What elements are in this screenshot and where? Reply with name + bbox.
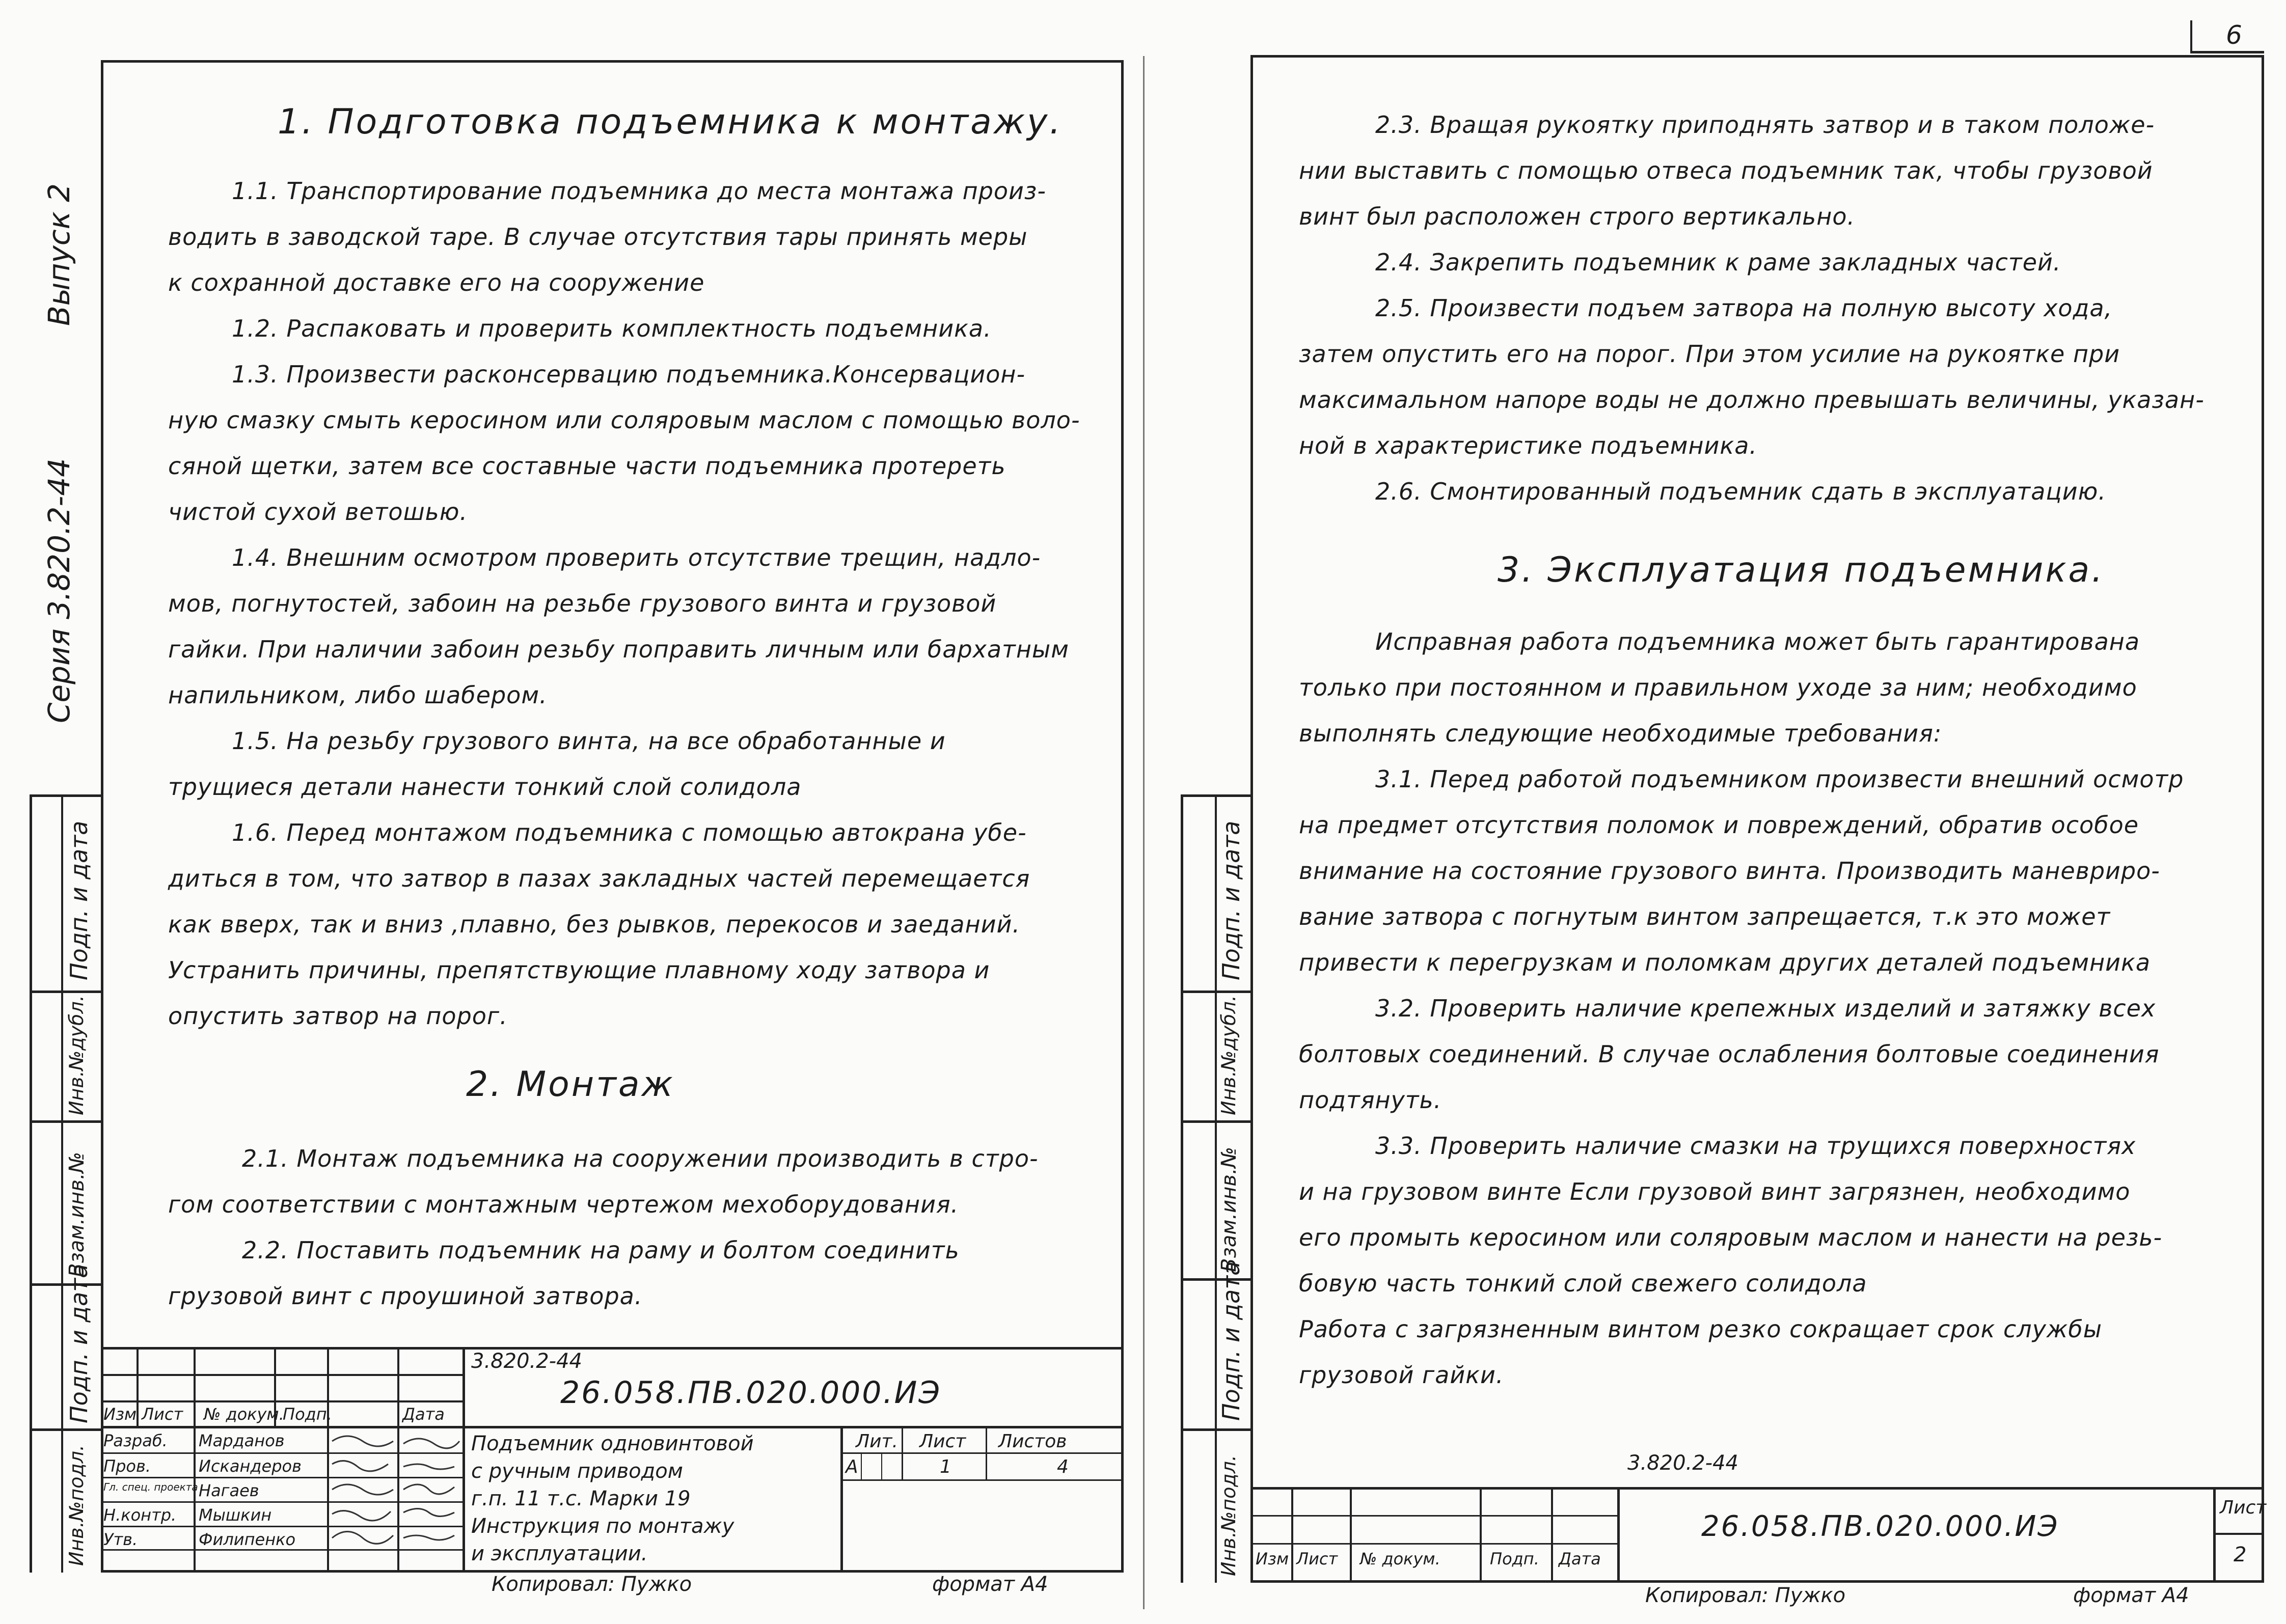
- left-strip-border: [30, 794, 32, 1573]
- text-line: 1.1. Транспортирование подъемника до места монтажа произ-: [232, 177, 1046, 205]
- text-line: гайки. При наличии забоин резьбу поправить личным или бархатным: [168, 636, 1069, 663]
- lit-label: Лит.: [856, 1431, 898, 1452]
- text-line: болтовых соединений. В случае ослабления болтовые соединения: [1299, 1040, 2160, 1068]
- text-line: привести к перегрузкам и поломкам других деталей подъемника: [1299, 949, 2151, 976]
- strip-label: Подп. и дата: [1217, 1261, 1245, 1421]
- text-line: как вверх, так и вниз ,плавно, без рывков, перекосов и заеданий.: [168, 911, 1021, 938]
- text-line: 1.3. Произвести расконсервацию подъемника.Консервацион-: [232, 361, 1026, 388]
- col-list: Лист: [142, 1405, 183, 1424]
- text-line: 1.6. Перед монтажом подъемника с помощью автокрана убе-: [232, 819, 1027, 846]
- text-line: чистой сухой ветошью.: [168, 498, 468, 526]
- text-line: Работа с загрязненным винтом резко сокращает срок службы: [1299, 1315, 2103, 1343]
- text-line: опустить затвор на порог.: [168, 1002, 508, 1030]
- text-line: 3.2. Проверить наличие крепежных изделий и затяжку всех: [1375, 995, 2156, 1022]
- text-line: гом соответствии с монтажным чертежом мехоборудования.: [168, 1191, 959, 1218]
- text-line: затем опустить его на порог. При этом усилие на рукоятке при: [1299, 340, 2120, 368]
- text-line: сяной щетки, затем все составные части подъемника протереть: [168, 452, 1006, 480]
- col-podp: Подп.: [283, 1405, 332, 1424]
- section-heading: 1. Подготовка подъемника к монтажу.: [278, 102, 1063, 142]
- text-line: внимание на состояние грузового винта. Производить маневриро-: [1299, 857, 2160, 885]
- col-podp: Подп.: [1490, 1549, 1539, 1568]
- signatures: [327, 1428, 462, 1551]
- text-line: на предмет отсутствия поломок и повреждений, обратив особое: [1299, 811, 2139, 839]
- strip-label: Инв.№дубл.: [1217, 995, 1240, 1115]
- text-line: грузовой винт с проушиной затвора.: [168, 1282, 643, 1310]
- strip-label: Инв.№подл.: [65, 1444, 88, 1566]
- col-data: Дата: [402, 1405, 445, 1424]
- text-line: Устранить причины, препятствующие плавному ходу затвора и: [168, 956, 990, 984]
- role: Пров.: [103, 1456, 151, 1476]
- strip-label: Инв.№подл.: [1217, 1454, 1240, 1576]
- section-heading: 3. Эксплуатация подъемника.: [1498, 550, 2105, 590]
- stamp-title-line: г.п. 11 т.с. Марки 19: [471, 1487, 691, 1510]
- list-value: 2: [2234, 1543, 2247, 1566]
- stamp-title-line: Подъемник одновинтовой: [471, 1432, 754, 1455]
- stamp-series-code: 3.820.2-44: [1627, 1451, 1739, 1475]
- stamp-doc-code: 26.058.ПВ.020.000.ИЭ: [560, 1375, 942, 1411]
- footer-copied: Копировал: Пужко: [492, 1573, 692, 1596]
- text-line: максимальном напоре воды не должно превышать величины, указан-: [1299, 386, 2205, 414]
- lit-value: А: [846, 1456, 858, 1477]
- strip-label: Подп. и дата: [1217, 820, 1245, 980]
- series-label-vypusk: Выпуск 2: [42, 183, 76, 326]
- text-line: 2.3. Вращая рукоятку приподнять затвор и в таком положе-: [1375, 111, 2155, 139]
- stamp-title-line: и эксплуатации.: [471, 1542, 648, 1565]
- text-line: к сохранной доставке его на сооружение: [168, 269, 705, 296]
- page-divider: [1143, 56, 1145, 1609]
- text-line: 1.4. Внешним осмотром проверить отсутствие трещин, надло-: [232, 544, 1041, 571]
- strip-label: Подп. и дата: [65, 820, 93, 980]
- text-line: ной в характеристике подъемника.: [1299, 432, 1758, 459]
- text-line: 2.5. Произвести подъем затвора на полную высоту хода,: [1375, 294, 2113, 322]
- stamp-title-line: с ручным приводом: [471, 1460, 683, 1483]
- text-line: 2.1. Монтаж подъемника на сооружении производить в стро-: [242, 1145, 1039, 1172]
- listov-value: 4: [1057, 1456, 1069, 1477]
- text-line: водить в заводской таре. В случае отсутствия тары принять меры: [168, 223, 1028, 251]
- col-doc: № докум.: [1360, 1549, 1440, 1568]
- text-line: 3.3. Проверить наличие смазки на трущихся поверхностях: [1375, 1132, 2136, 1160]
- text-line: Исправная работа подъемника может быть гарантирована: [1375, 628, 2140, 655]
- role: Разраб.: [103, 1431, 168, 1450]
- role: Н.контр.: [103, 1505, 177, 1525]
- text-line: выполнять следующие необходимые требования:: [1299, 720, 1942, 747]
- text-line: ную смазку смыть керосином или соляровым маслом с помощью воло-: [168, 406, 1080, 434]
- text-line: 2.6. Смонтированный подъемник сдать в эксплуатацию.: [1375, 478, 2106, 505]
- text-line: трущиеся детали нанести тонкий слой солидола: [168, 773, 802, 801]
- corner-page-number: 6: [2226, 20, 2242, 50]
- stamp-doc-code: 26.058.ПВ.020.000.ИЭ: [1701, 1510, 2059, 1543]
- listov-label: Листов: [998, 1431, 1067, 1452]
- stamp-title-line: Инструкция по монтажу: [471, 1515, 734, 1538]
- text-line: мов, погнутостей, забоин на резьбе грузового винта и грузовой: [168, 590, 997, 617]
- person-name: Филипенко: [199, 1530, 296, 1549]
- footer-format: формат А4: [2073, 1584, 2189, 1607]
- footer-format: формат А4: [932, 1573, 1048, 1596]
- text-line: бовую часть тонкий слой свежего солидола: [1299, 1270, 1867, 1297]
- text-line: его промыть керосином или соляровым маслом и нанести на резь-: [1299, 1224, 2163, 1251]
- text-line: подтянуть.: [1299, 1086, 1442, 1114]
- col-izm: Изм: [1256, 1549, 1289, 1568]
- list-label: Лист: [2220, 1497, 2267, 1518]
- section-heading: 2. Монтаж: [466, 1064, 675, 1105]
- col-list: Лист: [1296, 1549, 1338, 1568]
- person-name: Марданов: [199, 1431, 285, 1450]
- role: Утв.: [103, 1530, 138, 1549]
- stamp-series-code: 3.820.2-44: [471, 1350, 583, 1373]
- text-line: напильником, либо шабером.: [168, 681, 548, 709]
- text-line: 2.4. Закрепить подъемник к раме закладных частей.: [1375, 249, 2061, 276]
- text-line: 1.5. На резьбу грузового винта, на все обработанные и: [232, 727, 946, 755]
- role: Гл. спец. проекта: [103, 1481, 198, 1493]
- series-label-seria: Серия 3.820.2-44: [42, 458, 76, 723]
- footer-copied: Копировал: Пужко: [1645, 1584, 1846, 1607]
- text-line: 1.2. Распаковать и проверить комплектность подъемника.: [232, 315, 992, 342]
- text-line: вание затвора с погнутым винтом запрещается, т.к это может: [1299, 903, 2111, 930]
- strip-label: Взам.инв.№: [65, 1151, 89, 1277]
- text-line: 3.1. Перед работой подъемником произвести внешний осмотр: [1375, 765, 2184, 793]
- strip-label: Взам.инв.№: [1217, 1146, 1241, 1272]
- list-label: Лист: [919, 1431, 966, 1452]
- text-line: нии выставить с помощью отвеса подъемник так, чтобы грузовой: [1299, 157, 2153, 184]
- col-doc: № докум.: [204, 1405, 284, 1424]
- text-line: диться в том, что затвор в пазах закладных частей перемещается: [168, 865, 1030, 892]
- person-name: Искандеров: [199, 1456, 302, 1476]
- list-value: 1: [940, 1456, 951, 1477]
- strip-label: Подп. и дата: [65, 1263, 93, 1423]
- person-name: Нагаев: [199, 1481, 259, 1500]
- person-name: Мышкин: [199, 1505, 272, 1525]
- col-izm: Изм: [103, 1405, 137, 1424]
- text-line: 2.2. Поставить подъемник на раму и болтом соединить: [242, 1236, 960, 1264]
- text-line: и на грузовом винте Если грузовой винт загрязнен, необходимо: [1299, 1178, 2131, 1205]
- text-line: винт был расположен строго вертикально.: [1299, 203, 1856, 230]
- strip-label: Инв.№дубл.: [65, 995, 88, 1115]
- col-data: Дата: [1559, 1549, 1601, 1568]
- text-line: грузовой гайки.: [1299, 1361, 1504, 1389]
- text-line: только при постоянном и правильном уходе за ним; необходимо: [1299, 674, 2137, 701]
